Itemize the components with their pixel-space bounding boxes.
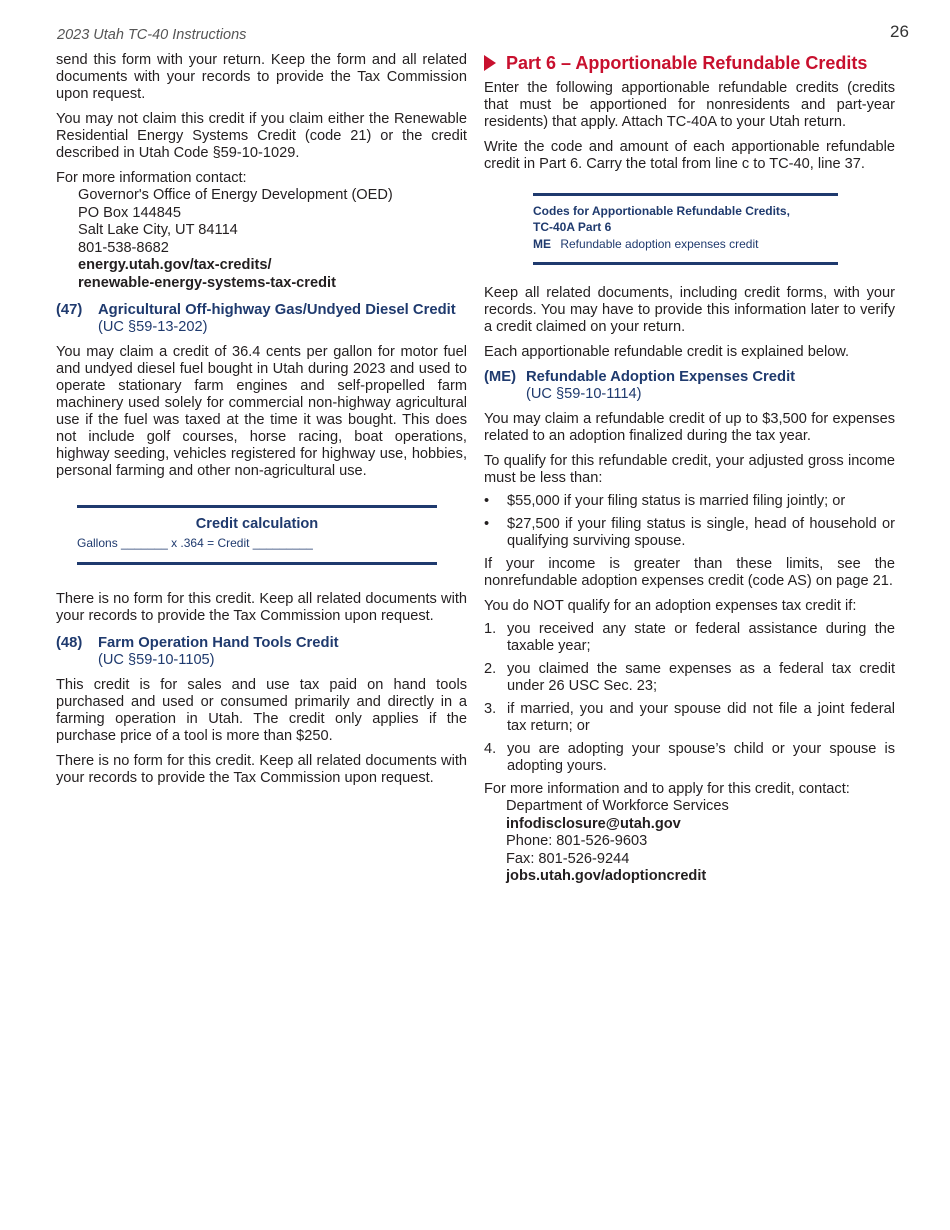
section-heading-me (484, 369, 895, 386)
list-text: if married, you and your spouse did not file a joint federal tax return; or (507, 701, 895, 734)
contact-block-dws (506, 798, 895, 886)
list-item (484, 701, 895, 735)
list-number: 4. (484, 741, 497, 757)
paragraph: If your income is greater than these limits, see the nonrefundable adoption expenses credit (code AS) on page 21. (484, 556, 895, 589)
section-heading-48 (56, 635, 467, 652)
section-number: (47) (56, 302, 83, 318)
paragraph: There is no form for this credit. Keep all related documents with your records to provide the Tax Commission upon request. (56, 591, 467, 624)
contact-line: Salt Lake City, UT 84114 (78, 222, 238, 238)
paragraph: This credit is for sales and use tax paid on hand tools purchased and used or consumed primarily and directly in a farming operation in Utah. The credit only applies if the purchase price of a tool is more than $250. (56, 677, 467, 744)
code-row (533, 237, 838, 251)
triangle-marker-icon (484, 55, 496, 71)
contact-intro: For more information and to apply for this credit, contact: (484, 781, 850, 797)
list-item (484, 516, 895, 550)
contact-url-line2[interactable]: renewable-energy-systems-tax-credit (78, 274, 336, 291)
section-title: Agricultural Off-highway Gas/Undyed Diesel Credit (98, 302, 456, 318)
part-title: Part 6 – Apportionable Refundable Credits (506, 53, 868, 73)
bullet-icon: • (484, 516, 490, 532)
contact-phone: Phone: 801-526-9603 (506, 833, 648, 849)
section-title: Refundable Adoption Expenses Credit (526, 369, 796, 385)
list-item (484, 661, 895, 695)
contact-intro: For more information contact: (56, 170, 247, 186)
section-number: (ME) (484, 369, 517, 385)
contact-email[interactable]: infodisclosure@utah.gov (506, 815, 681, 832)
codes-box (533, 193, 838, 265)
list-number: 3. (484, 701, 497, 717)
right-column (484, 52, 895, 894)
code-value: ME (533, 237, 551, 251)
contact-phone: 801-538-8682 (78, 239, 169, 256)
list-text: you are adopting your spouse’s child or your spouse is adopting yours. (507, 741, 895, 774)
bullet-icon: • (484, 493, 490, 509)
contact-url-line1[interactable]: energy.utah.gov/tax-credits/ (78, 257, 272, 273)
part-heading (484, 52, 895, 74)
calc-title: Credit calculation (195, 516, 319, 532)
paragraph: Each apportionable refundable credit is explained below. (484, 344, 850, 360)
credit-calculation-box (77, 505, 437, 565)
page-number: 26 (890, 22, 909, 41)
paragraph: You may claim a credit of 36.4 cents per gallon for motor fuel and undyed diesel fuel bought in Utah during 2023 and used to operate stationary farm engines and self-propelled farm machinery used solely for commercial non-highway agricultural use if the fuel was taxed at the time it was bought. This does not include golf courses, horse racing, boat operations, highway seeding, vehicles registered for highway use, hobbies, personal farming and other non-agricultural use. (56, 344, 467, 479)
paragraph: There is no form for this credit. Keep all related documents with your records to provide the Tax Commission upon request. (56, 753, 467, 786)
contact-url[interactable]: jobs.utah.gov/adoptioncredit (506, 868, 707, 884)
list-item (484, 621, 895, 655)
codes-box-title: TC-40A Part 6 (533, 220, 612, 234)
section-number: (48) (56, 635, 83, 651)
code-description: Refundable adoption expenses credit (560, 237, 759, 251)
paragraph: You may claim a refundable credit of up to $3,500 for expenses related to an adoption finalized during the tax year. (484, 411, 895, 444)
paragraph: You may not claim this credit if you claim either the Renewable Residential Energy Systems Credit (code 21) or the credit described in Utah Code §59-10-1029. (56, 111, 467, 161)
paragraph: To qualify for this refundable credit, your adjusted gross income must be less than: (484, 453, 895, 486)
left-column (56, 52, 467, 795)
section-title: Farm Operation Hand Tools Credit (98, 635, 339, 651)
paragraph: Enter the following apportionable refundable credits (credits that must be apportioned for nonresidents and part-year residents) that apply. Attach TC-40A to your Utah return. (484, 80, 895, 130)
list-text: you claimed the same expenses as a federal tax credit under 26 USC Sec. 23; (507, 661, 895, 694)
contact-fax: Fax: 801-526-9244 (506, 850, 630, 867)
paragraph: Write the code and amount of each apportionable refundable credit in Part 6. Carry the total from line c to TC-40, line 37. (484, 139, 895, 172)
section-code-reference: (UC §59-10-1114) (526, 386, 642, 402)
header-title: 2023 Utah TC-40 Instructions (57, 27, 247, 43)
list-number: 1. (484, 621, 497, 637)
section-code-reference: (UC §59-10-1105) (98, 652, 215, 668)
section-heading-47 (56, 302, 467, 319)
contact-block-oed (78, 187, 467, 292)
paragraph: send this form with your return. Keep the form and all related documents with your records to provide the Tax Commission upon request. (56, 52, 467, 102)
bullet-text: $27,500 if your filing status is single, head of household or qualifying surviving spouse. (507, 516, 895, 549)
contact-line: PO Box 144845 (78, 204, 182, 221)
list-number: 2. (484, 661, 497, 677)
paragraph: Keep all related documents, including credit forms, with your records. You may have to provide this information later to verify a credit claimed on your return. (484, 285, 895, 335)
paragraph: You do NOT qualify for an adoption expenses tax credit if: (484, 598, 857, 614)
calc-formula: Gallons _______ x .364 = Credit _________ (77, 536, 313, 550)
list-item (484, 741, 895, 775)
bullet-text: $55,000 if your filing status is married filing jointly; or (507, 493, 846, 509)
codes-box-title: Codes for Apportionable Refundable Credits, (533, 204, 790, 218)
list-text: you received any state or federal assistance during the taxable year; (507, 621, 895, 654)
contact-line: Governor's Office of Energy Development (OED) (78, 187, 393, 203)
section-code-reference: (UC §59-13-202) (98, 319, 208, 335)
list-item (484, 493, 895, 510)
contact-line: Department of Workforce Services (506, 798, 729, 814)
